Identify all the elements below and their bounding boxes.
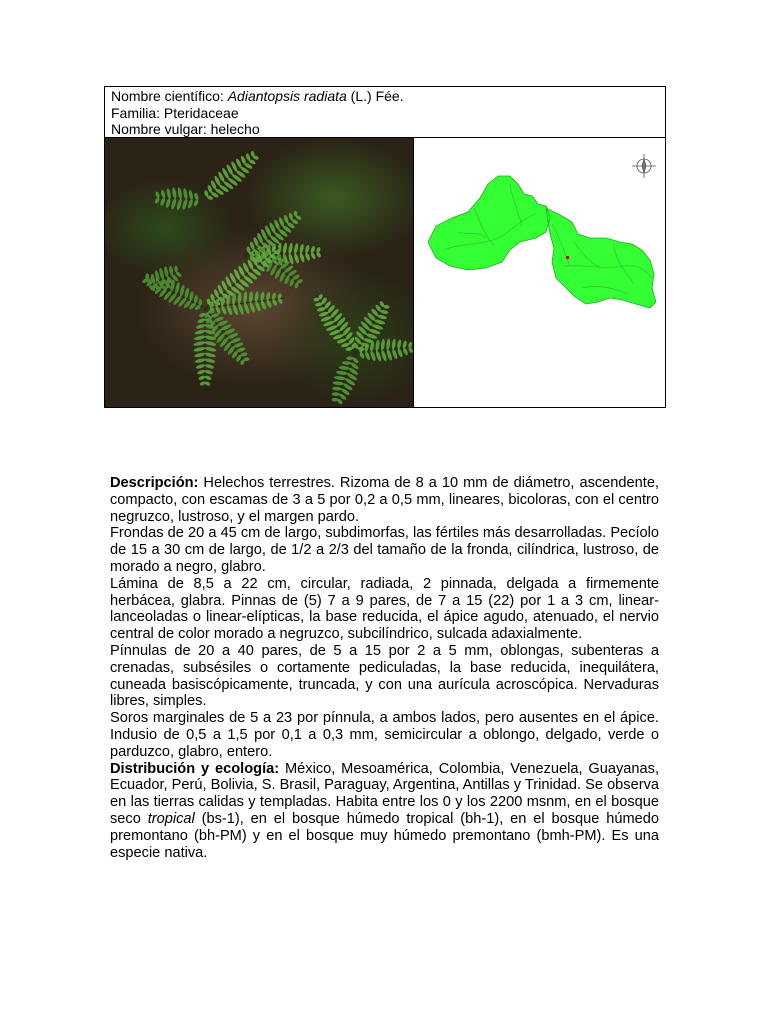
- distribution-label: Distribución y ecología:: [110, 760, 280, 777]
- scientific-name: Adiantopsis radiata: [227, 88, 347, 104]
- sori-paragraph: Soros marginales de 5 a 23 por pínnula, a ambos lados, pero ausentes en el ápice. Indusio de 0,5 a 1,5 por 0,1 a 0,3 mm, semicircular a oblongo, delgado, verde o parduzco, glabro, entero.: [110, 710, 659, 760]
- north-arrow-icon: [632, 154, 656, 178]
- distribution-italic: tropical: [147, 810, 195, 827]
- fern-frond: [203, 151, 259, 201]
- fronds-paragraph: Frondas de 20 a 45 cm de largo, subdimorfas, las fértiles más desarrolladas. Pecíolo de 15 a 30 cm de largo, de 1/2 a 2/3 del tamaño de la fronda, cilíndrica, lustroso, de morado a negro, glabro.: [110, 525, 659, 575]
- pinnules-paragraph: Pínnulas de 20 a 40 pares, de 5 a 15 por 2 a 5 mm, oblongas, subenteras a crenadas, subsésiles o cortamente pediculadas, la base reducida, inequilátera, cuneada basiscópicamente, truncada, y con una aurícula acroscópica. Nervaduras libres, simples.: [110, 642, 659, 710]
- species-header: [105, 87, 665, 138]
- species-card: [104, 86, 666, 408]
- fern-frond: [313, 293, 357, 353]
- location-marker: [566, 256, 569, 259]
- distribution-paragraph: [110, 761, 659, 862]
- image-row: [105, 138, 665, 407]
- scientific-name-label: Nombre científico:: [111, 88, 228, 104]
- fern-photo: [105, 138, 414, 407]
- description-text: Helechos terrestres. Rizoma de 8 a 10 mm de diámetro, ascendente, compacto, con escamas de 3 a 5 por 0,2 a 0,5 mm, lineares, bicoloras, con el centro negruzco, lustroso, y el margen pardo.: [110, 475, 659, 525]
- distribution-text-1: México, Mesoamérica, Colombia, Venezuela, Guayanas, Ecuador, Perú, Bolivia, S. Brasil, Paraguay, Argentina, Antillas y Trinidad. Se observa en las tierras calidas y templadas. Habita entre los 0 y los 2200 msnm, en el bosque seco: [110, 760, 660, 827]
- family-line: Familia: Pteridaceae: [111, 104, 239, 121]
- distribution-text-2: (bs-1), en el bosque húmedo tropical (bh-1), en el bosque húmedo premontano (bh-PM) y en el bosque muy húmedo premontano (bmh-PM). Es una especie nativa.: [110, 810, 659, 861]
- scientific-name-line: [111, 88, 665, 105]
- lamina-paragraph: Lámina de 8,5 a 22 cm, circular, radiada, 2 pinnada, delgada a firmemente herbácea, glabra. Pinnas de (5) 7 a 9 pares, de 7 a 15 (22) por 1 a 3 cm, linear-lanceoladas o linear-elípticas, la base reducida, el ápice agudo, atenuado, el nervio central de color morado a negruzco, subcilíndrico, sulcada adaxialmente.: [110, 575, 659, 643]
- fern-illustration: [105, 138, 414, 407]
- scientific-author: (L.) Fée.: [346, 88, 404, 104]
- fern-frond: [193, 308, 216, 388]
- watershed-map: [414, 138, 665, 407]
- fern-frond: [332, 353, 360, 405]
- description-paragraph: [110, 475, 659, 525]
- fern-frond: [153, 187, 203, 210]
- species-description: [110, 475, 659, 861]
- fern-frond: [142, 273, 205, 311]
- map-panel: [414, 138, 665, 407]
- watershed-area: [428, 176, 656, 308]
- description-label: Descripción:: [110, 475, 199, 491]
- common-name-line: Nombre vulgar: helecho: [111, 121, 260, 137]
